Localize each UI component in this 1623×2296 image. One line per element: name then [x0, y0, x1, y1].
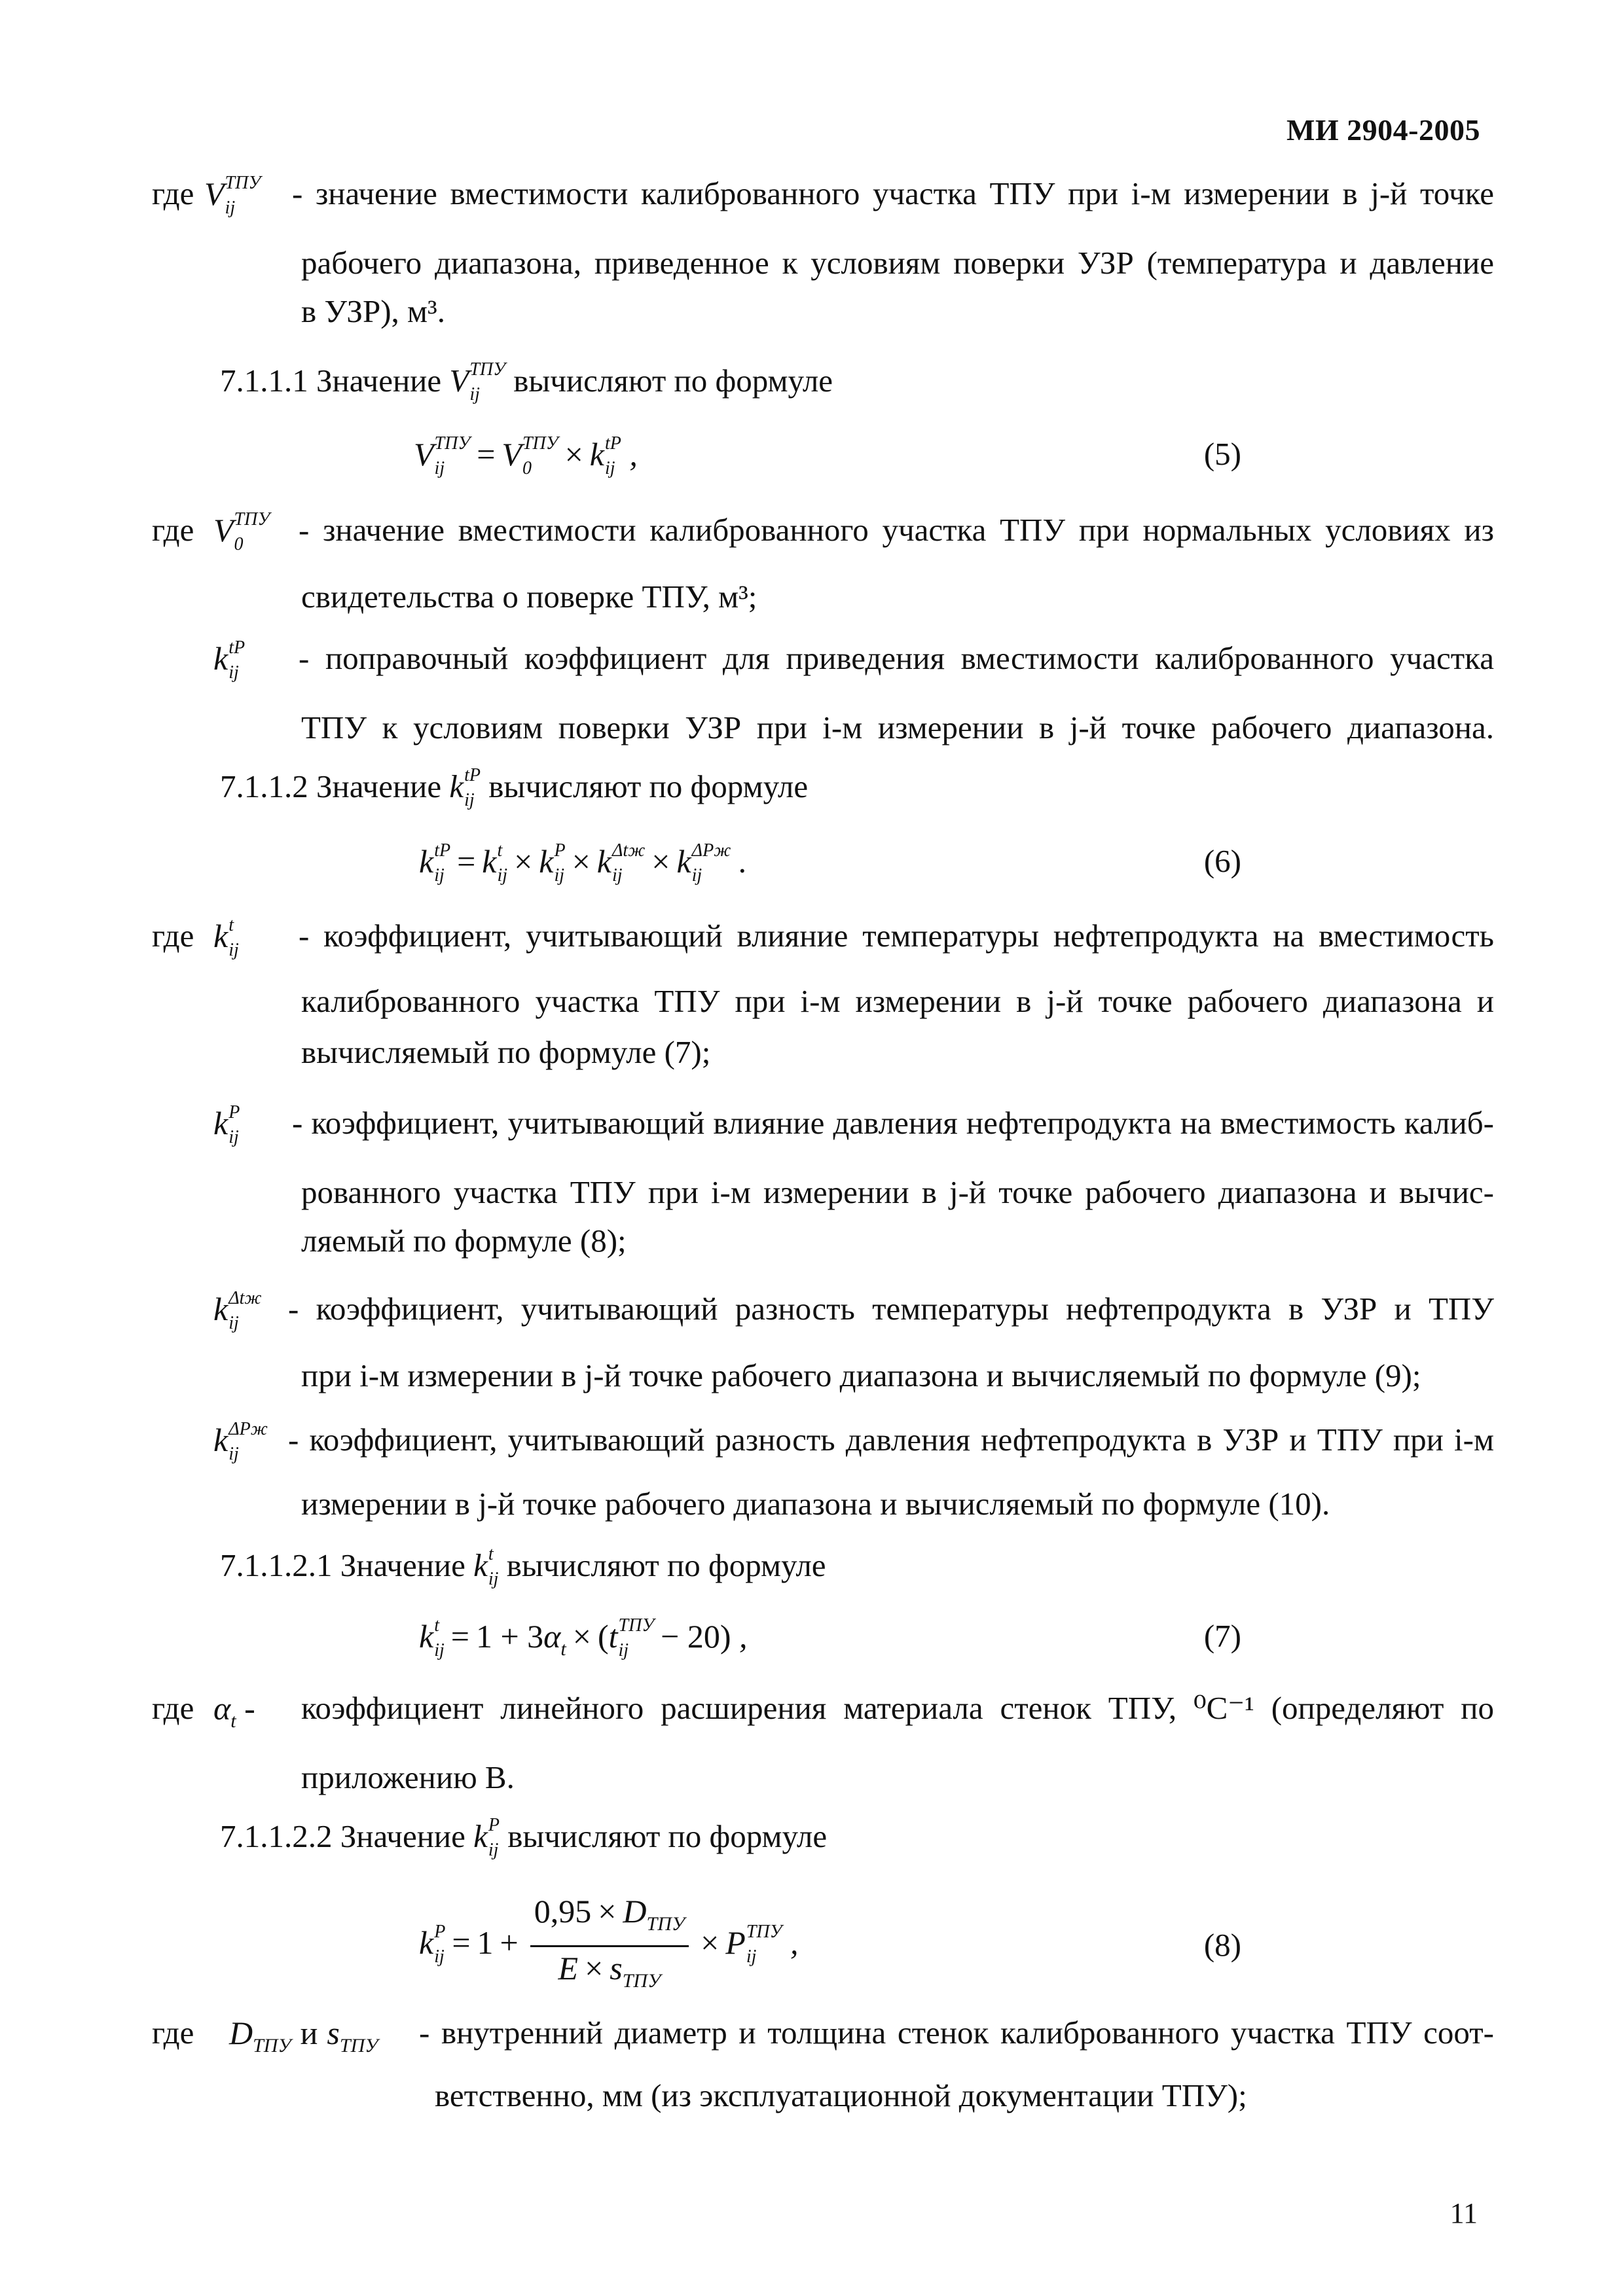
- symbol-k-ij-P: k P ij: [473, 1814, 500, 1860]
- definition-ktP-line-1: - поправочный коэффициент для приведения вместимости калиброванного участка: [299, 640, 1494, 676]
- formula-6: k tP ij = k t ij × k P ij × k Δtж ij × k ΔPж ij .: [419, 840, 748, 886]
- definition-V0-line-2: свидетельства о поверке ТПУ, м³;: [301, 579, 757, 615]
- document-code: МИ 2904-2005: [1286, 113, 1480, 147]
- formula-7: k t ij = $1 + 3\alpha_t \times (t$ ТПУ ij − 20) ,: [419, 1615, 748, 1660]
- equation-number-5: (5): [1203, 436, 1241, 472]
- definition-kdt-line-2: при i-м измерении в j-й точке рабочего диапазона и вычисляемый по формуле (9);: [301, 1357, 1421, 1393]
- definition-kdP-line-2: измерении в j-й точке рабочего диапазона и вычисляемый по формуле (10).: [301, 1486, 1330, 1522]
- fraction: $\frac{0,95 \times D_{ТПУ}}{E \times s_{ТПУ}}$: [530, 1893, 689, 2000]
- definition-kt-line-3: вычисляемый по формуле (7);: [301, 1034, 711, 1070]
- clause-7-1-1-2-1: 7.1.1.2.1 Значение k t ij вычисляют по формуле: [220, 1543, 826, 1589]
- definition-V-line-1: - значение вместимости калиброванного участка ТПУ при i-м измерении в j-й точке: [292, 175, 1494, 211]
- formula-5: V ТПУ ij = V ТПУ 0 × k tP ij ,: [414, 433, 638, 478]
- symbol-V-ij-tpu: V ТПУ ij: [204, 172, 261, 218]
- clause-7-1-1-1: 7.1.1.1 Значение V ТПУ ij вычисляют по формуле: [220, 359, 833, 404]
- symbol-k-ij-tP: k tP ij: [213, 637, 246, 683]
- page-number: 11: [1450, 2197, 1478, 2229]
- definition-kP-line-1: - коэффициент, учитывающий влияние давления нефтепродукта на вместимость калиб-: [292, 1105, 1494, 1141]
- where-label: где: [152, 175, 194, 211]
- definition-V0-line-1: - значение вместимости калиброванного участка ТПУ при нормальных условиях из: [299, 512, 1494, 548]
- definition-kdP-line-1: - коэффициент, учитывающий разность давления нефтепродукта в УЗР и ТПУ при i-м: [288, 1422, 1494, 1458]
- symbol-V-ij-tpu: V ТПУ ij: [449, 359, 505, 404]
- symbol-k-ij-t: k t ij: [473, 1543, 499, 1589]
- symbol-alpha-t: $\alpha_t$ -: [213, 1690, 255, 1732]
- equation-number-6: (6): [1203, 843, 1241, 879]
- clause-7-1-1-2-2: 7.1.1.2.2 Значение k P ij вычисляют по формуле: [220, 1814, 828, 1860]
- symbol-D-tpu-and-s-tpu: $D_{ТПУ}$ и $s_{ТПУ}$: [229, 2015, 378, 2056]
- definition-kt-line-1: - коэффициент, учитывающий влияние температуры нефтепродукта на вместимость: [299, 918, 1494, 954]
- symbol-k-ij-delta-t: k Δtж ij: [213, 1287, 262, 1333]
- where-label: где: [152, 1690, 194, 1726]
- symbol-V-0-tpu: V ТПУ 0: [213, 509, 270, 554]
- clause-7-1-1-2: 7.1.1.2 Значение k tP ij вычисляют по формуле: [220, 764, 809, 810]
- definition-kP-line-2: рованного участка ТПУ при i-м измерении в j-й точке рабочего диапазона и вычис-: [301, 1174, 1494, 1210]
- equation-number-8: (8): [1203, 1927, 1241, 1963]
- definition-kdt-line-1: - коэффициент, учитывающий разность температуры нефтепродукта в УЗР и ТПУ: [288, 1291, 1494, 1327]
- definition-kt-line-2: калиброванного участка ТПУ при i-м измерении в j-й точке рабочего диапазона и: [301, 983, 1494, 1019]
- definition-ktP-line-2: ТПУ к условиям поверки УЗР при i-м измерении в j-й точке рабочего диапазона.: [301, 709, 1494, 745]
- equation-number-7: (7): [1203, 1618, 1241, 1654]
- definition-D-line-2: ветственно, мм (из эксплуатационной документации ТПУ);: [435, 2077, 1247, 2113]
- definition-alpha-line-2: приложению В.: [301, 1759, 515, 1795]
- definition-V-line-2: рабочего диапазона, приведенное к условиям поверки УЗР (температура и давление: [301, 245, 1494, 281]
- symbol-k-ij-t: k t ij: [213, 914, 239, 960]
- symbol-k-ij-tP: k tP ij: [449, 764, 481, 810]
- symbol-k-ij-P: k P ij: [213, 1102, 240, 1147]
- definition-V-line-3: в УЗР), м³.: [301, 293, 445, 329]
- symbol-k-ij-delta-P: k ΔPж ij: [213, 1418, 268, 1464]
- where-label: где: [152, 512, 194, 548]
- definition-alpha-line-1: коэффициент линейного расширения материала стенок ТПУ, ⁰С⁻¹ (определяют по: [301, 1690, 1494, 1726]
- where-label: где: [152, 918, 194, 954]
- where-label: где: [152, 2015, 194, 2051]
- formula-8: k P ij = 1 + $\frac{0,95 \times D_{ТПУ}}{E \times s_{ТПУ}}$ × P ТПУ ij ,: [419, 1893, 798, 2000]
- definition-D-line-1: - внутренний диаметр и толщина стенок калиброванного участка ТПУ соот-: [419, 2015, 1494, 2051]
- definition-kP-line-3: ляемый по формуле (8);: [301, 1223, 627, 1259]
